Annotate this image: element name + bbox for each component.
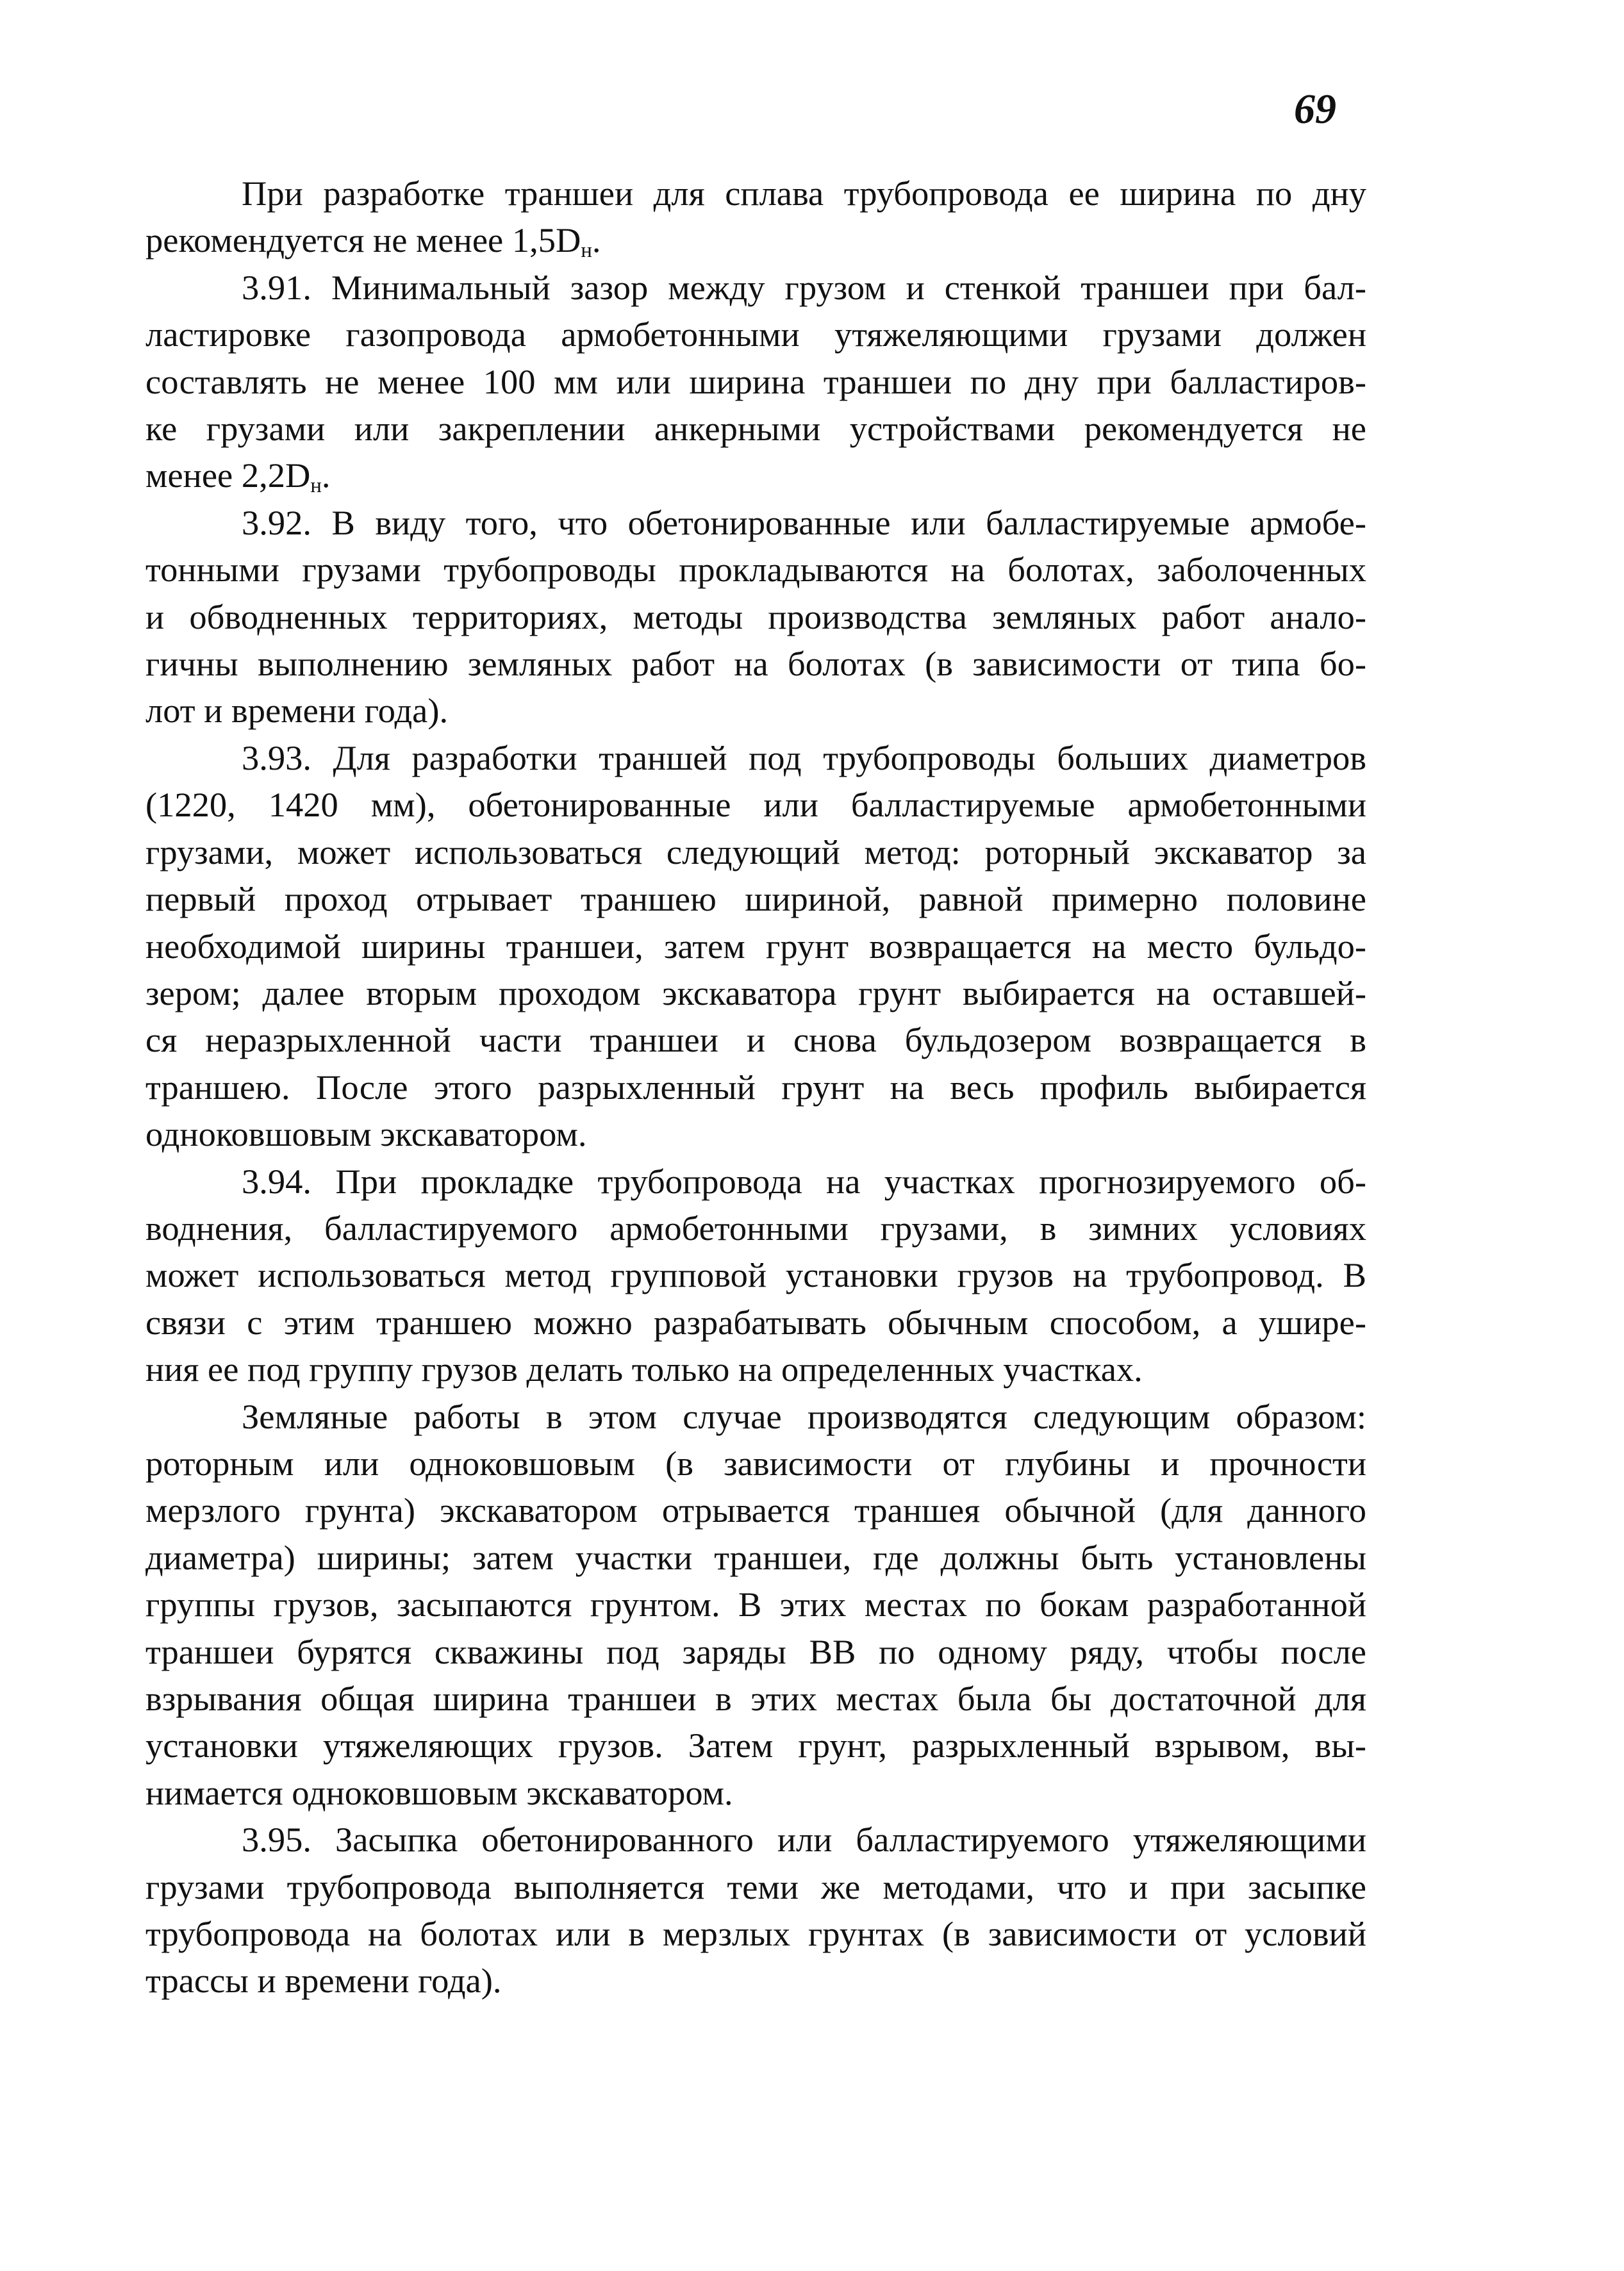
paragraph-3-95 <box>145 1816 1366 2004</box>
text-line: роторным или одноковшовым (в зависимости от глубины и прочности <box>145 1443 1366 1483</box>
text-line: первый проход отрывает траншею шириной, равной примерно половине <box>145 879 1366 919</box>
text-line: грузами, может использоваться следующий метод: роторный экскаватор за <box>145 832 1366 871</box>
text-line: 3.92. В виду того, что обетонированные или балластируемые армобе- <box>242 502 1366 542</box>
paragraph-3-93 <box>145 734 1366 1158</box>
text-line: менее $2,2D_н$. <box>145 456 331 498</box>
text-line: 3.93. Для разработки траншей под трубопроводы больших диаметров <box>242 738 1366 777</box>
text-line: трассы и времени года). <box>145 1961 502 2001</box>
text-line: нимается одноковшовым экскаватором. <box>145 1772 733 1812</box>
text-line: траншею. После этого разрыхленный грунт на весь профиль выбирается <box>145 1067 1366 1107</box>
text-line: трубопровода на болотах или в мерзлых грунтах (в зависимости от условий <box>145 1914 1366 1954</box>
text-line: может использоваться метод групповой установки грузов на трубопровод. В <box>145 1255 1366 1295</box>
text-line: рекомендуется не менее $1,5D_н$. <box>145 220 601 263</box>
paragraph-3-92 <box>145 499 1366 734</box>
text-line: При разработке траншеи для сплава трубопровода ее ширина по дну <box>242 174 1366 213</box>
page-number: 69 <box>1294 86 1336 133</box>
text-line: взрывания общая ширина траншеи в этих местах была бы достаточной для <box>145 1679 1366 1718</box>
text-line: ния ее под группу грузов делать только на определенных участках. <box>145 1350 1143 1389</box>
text-line: траншеи бурятся скважины под заряды ВВ по одному ряду, чтобы после <box>145 1631 1366 1671</box>
text-line: ся неразрыхленной части траншеи и снова бульдозером возвращается в <box>145 1020 1366 1060</box>
text-line: лот и времени года). <box>145 691 449 731</box>
text-line: связи с этим траншею можно разрабатывать обычным способом, а ушире- <box>145 1302 1366 1342</box>
text-line: воднения, балластируемого армобетонными грузами, в зимних условиях <box>145 1208 1366 1248</box>
text-line: мерзлого грунта) экскаватором отрывается траншея обычной (для данного <box>145 1491 1366 1530</box>
text-line: грузами трубопровода выполняется теми же методами, что и при засыпке <box>145 1867 1366 1906</box>
text-line: группы грузов, засыпаются грунтом. В этих местах по бокам разработанной <box>145 1585 1366 1624</box>
text-line: зером; далее вторым проходом экскаватора грунт выбирается на оставшей- <box>145 973 1366 1012</box>
text-line: (1220, 1420 мм), обетонированные или балластируемые армобетонными <box>145 785 1366 825</box>
text-line: необходимой ширины траншеи, затем грунт возвращается на место бульдо- <box>145 926 1366 966</box>
text-line: и обводненных территориях, методы производства земляных работ анало- <box>145 597 1366 636</box>
paragraph-3-91 <box>145 264 1366 499</box>
paragraph-trench-width-for-floating <box>145 170 1366 264</box>
text-line: составлять не менее 100 мм или ширина траншеи по дну при балластиров- <box>145 361 1366 401</box>
document-body <box>145 170 1366 2004</box>
paragraph-3-94 <box>145 1158 1366 1393</box>
paragraph-earthworks <box>145 1393 1366 1817</box>
text-line: диаметра) ширины; затем участки траншеи, где должны быть установлены <box>145 1537 1366 1577</box>
text-line: 3.94. При прокладке трубопровода на участках прогнозируемого об- <box>242 1161 1366 1201</box>
text-line: одноковшовым экскаватором. <box>145 1114 587 1154</box>
text-line: ластировке газопровода армобетонными утяжеляющими грузами должен <box>145 315 1366 354</box>
text-line: установки утяжеляющих грузов. Затем грунт, разрыхленный взрывом, вы- <box>145 1726 1366 1765</box>
text-line: гичны выполнению земляных работ на болотах (в зависимости от типа бо- <box>145 644 1366 684</box>
text-line: 3.95. Засыпка обетонированного или балластируемого утяжеляющими <box>242 1820 1366 1860</box>
text-line: Земляные работы в этом случае производятся следующим образом: <box>242 1396 1366 1436</box>
text-line: 3.91. Минимальный зазор между грузом и стенкой траншеи при бал- <box>242 267 1366 307</box>
text-line: тонными грузами трубопроводы прокладываются на болотах, заболоченных <box>145 550 1366 590</box>
text-line: ке грузами или закреплении анкерными устройствами рекомендуется не <box>145 409 1366 449</box>
